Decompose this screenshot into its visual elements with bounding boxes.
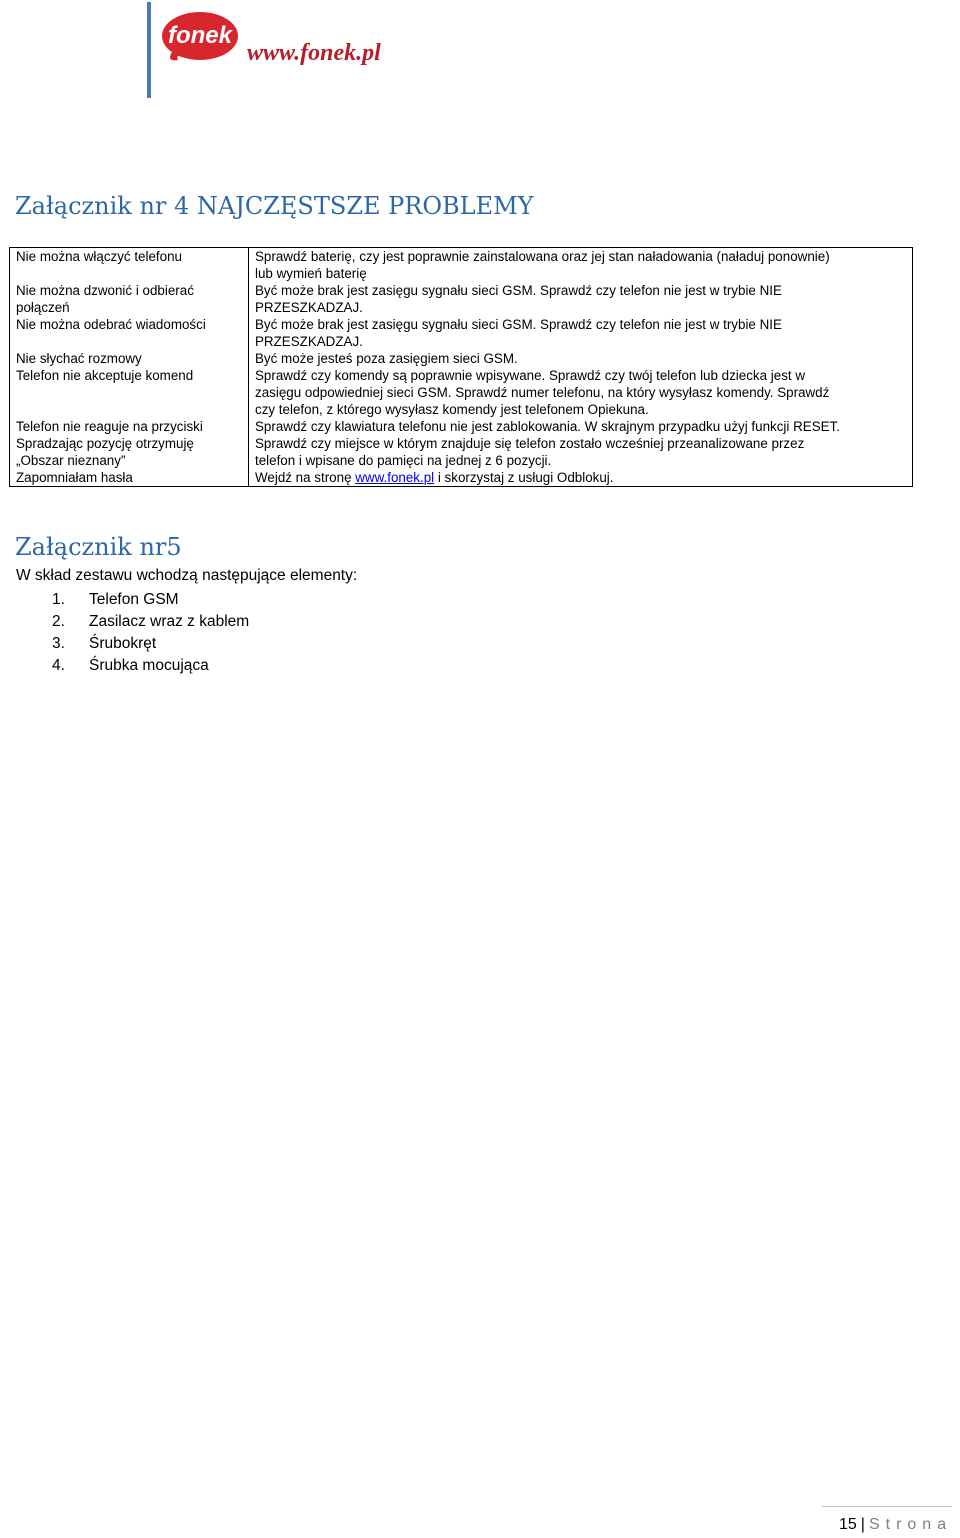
solution-cell: Sprawdź czy miejsce w którym znajduje się telefon zostało wcześniej przeanalizowane przez telefon i wpisane do pamięci na jednej z 6 pozycji. bbox=[249, 435, 913, 469]
list-item: 4. Śrubka mocująca bbox=[52, 657, 209, 674]
section-title-kit: Załącznik nr5 bbox=[15, 533, 182, 561]
table-row bbox=[10, 418, 913, 435]
table-row bbox=[10, 469, 913, 487]
problem-cell: Nie można odebrać wiadomości bbox=[16, 317, 206, 332]
problem-cell: Nie słychać rozmowy bbox=[16, 351, 142, 366]
fonek-logo bbox=[158, 8, 244, 66]
solution-cell: Sprawdź baterię, czy jest poprawnie zainstalowana oraz jej stan naładowania (naładuj ponownie) lub wymień baterię bbox=[249, 248, 913, 283]
footer-divider bbox=[822, 1506, 952, 1507]
site-url[interactable]: www.fonek.pl bbox=[247, 40, 381, 66]
table-row bbox=[10, 316, 913, 350]
list-item: 1. Telefon GSM bbox=[52, 591, 179, 608]
table-row bbox=[10, 350, 913, 367]
footer-separator: | bbox=[860, 1516, 865, 1533]
page-word: Strona bbox=[868, 1516, 953, 1533]
kit-list bbox=[52, 589, 249, 677]
problems-table bbox=[9, 247, 913, 487]
solution-cell: Być może jesteś poza zasięgiem sieci GSM. bbox=[249, 350, 913, 367]
solution-cell: Wejdź na stronę www.fonek.pl i skorzystaj z usługi Odblokuj. bbox=[249, 469, 913, 487]
solution-cell: Sprawdź czy klawiatura telefonu nie jest zablokowania. W skrajnym przypadku użyj funkcji RESET. bbox=[249, 418, 913, 435]
kit-intro: W skład zestawu wchodzą następujące elementy: bbox=[16, 567, 358, 584]
problem-cell: Zapomniałam hasła bbox=[16, 470, 133, 485]
logo-text: fonek bbox=[167, 22, 233, 49]
page-footer bbox=[839, 1516, 952, 1534]
header-divider-bar bbox=[147, 2, 151, 98]
solution-cell: Sprawdź czy komendy są poprawnie wpisywane. Sprawdź czy twój telefon lub dziecka jest w zasięgu odpowiedniej sieci GSM. Sprawdź numer telefonu, na który wysyłasz komendy. Sprawdź czy telefon, z którego wysyłasz komendy jest telefonem Opiekuna. bbox=[249, 367, 913, 418]
solution-cell: Być może brak jest zasięgu sygnału sieci GSM. Sprawdź czy telefon nie jest w trybie NIE PRZESZKADZAJ. bbox=[249, 282, 913, 316]
problem-cell: Telefon nie akceptuje komend bbox=[16, 368, 194, 383]
fonek-link[interactable]: www.fonek.pl bbox=[355, 470, 435, 485]
solution-cell: Być może brak jest zasięgu sygnału sieci GSM. Sprawdź czy telefon nie jest w trybie NIE PRZESZKADZAJ. bbox=[249, 316, 913, 350]
table-row bbox=[10, 367, 913, 418]
problem-cell: Nie można dzwonić i odbierać połączeń bbox=[16, 283, 194, 315]
page-number: 15 bbox=[839, 1516, 857, 1533]
section-title-problems: Załącznik nr 4 NAJCZĘSTSZE PROBLEMY bbox=[15, 192, 534, 220]
list-item: 2. Zasilacz wraz z kablem bbox=[52, 613, 250, 630]
problem-cell: Telefon nie reaguje na przyciski bbox=[16, 419, 203, 434]
problem-cell: Spradzając pozycję otrzymuję „Obszar nieznany” bbox=[16, 436, 194, 468]
table-row bbox=[10, 282, 913, 316]
table-row bbox=[10, 435, 913, 469]
problem-cell: Nie można włączyć telefonu bbox=[16, 249, 182, 264]
table-row bbox=[10, 248, 913, 283]
list-item: 3. Śrubokręt bbox=[52, 635, 157, 652]
